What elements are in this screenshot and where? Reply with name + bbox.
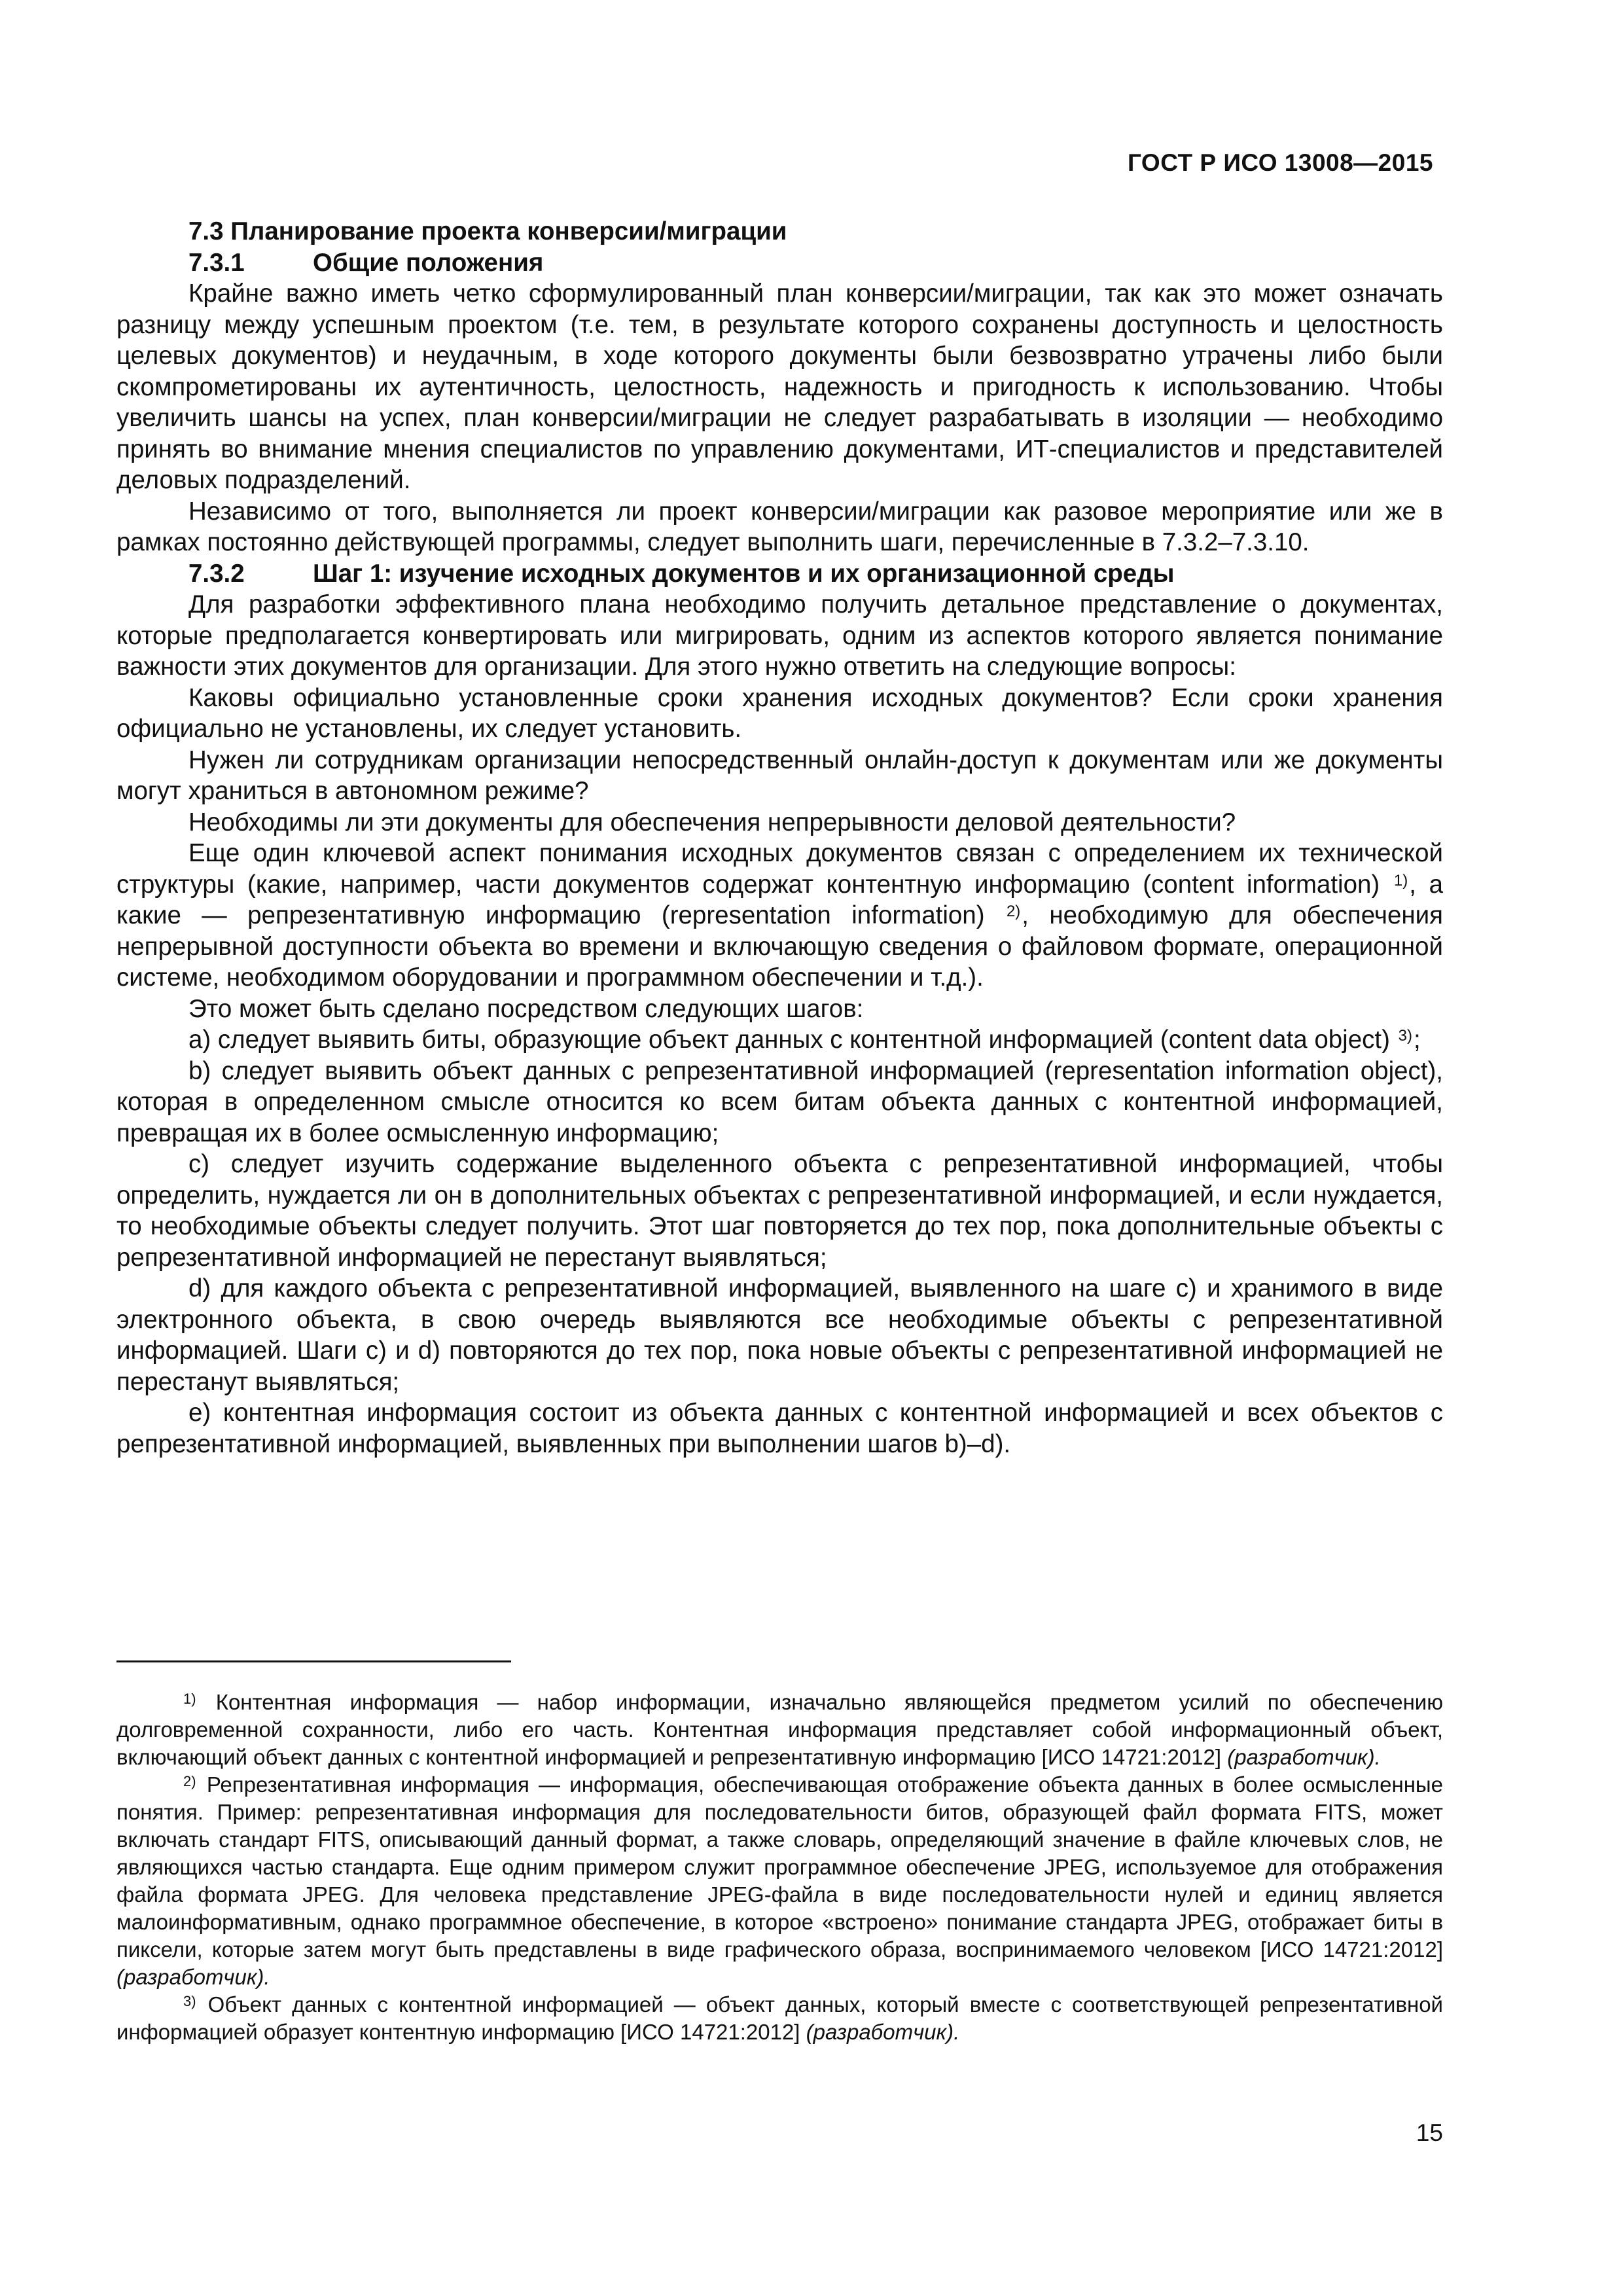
question-paragraph: Необходимы ли эти документы для обеспечения непрерывности деловой деятельности? [188,808,1236,836]
footnote-text: Репрезентативная информация — информация, обеспечивающая отображение объекта данных в более осмысленные понятия. Пример: репрезентативная информация для последовательности битов, образующей файл формата FITS, может включать стандарт FITS, описывающий данный формат, а также словарь, определяющий значение в файле ключевых слов, не являющихся частью стандарта. Еще одним примером служит программное обеспечение JPEG, используемое для отображения файла формата JPEG. Для человека представление JPEG-файла в виде последовательности нулей и единиц является малоинформативным, однако программное обеспечение, в которое «встроено» понимание стандарта JPEG, отображает биты в пиксели, которые затем могут быть представлены в виде графического образа, воспринимаемого человеком [ИСО 14721:2012] [116,1772,1444,1962]
step-text: а) следует выявить биты, образующие объект данных с контентной информацией (content data object) [188,1026,1390,1054]
footnote-separator [116,1660,511,1662]
main-content [116,216,1443,1460]
footnote-text: Контентная информация — набор информации, изначально являющейся предметом усилий по обеспечению долговременной сохранности, либо его часть. Контентная информация представляет собой информационный объект, включающий объект данных с контентной информацией и репрезентативную информацию [ИСО 14721:2012] [116,1690,1443,1769]
text-segment: , необходимую для обеспечения непрерывной доступности объекта во времени и включающую сведения о файловом формате, операционной системе, необходимом оборудовании и программном обеспечении и т.д.). [116,901,1443,992]
footnote-mark: 3) [183,1993,196,2009]
footnote-source: (разработчик). [116,1965,270,1989]
step-item: е) контентная информация состоит из объекта данных с контентной информацией и всех объектов с репрезентативной информацией, выявленных при выполнении шагов b)–d). [116,1399,1443,1458]
paragraph: Независимо от того, выполняется ли проект конверсии/миграции как разовое мероприятие или же в рамках постоянно действующей программы, следует выполнить шаги, перечисленные в 7.3.2–7.3.10. [116,497,1443,556]
footnote-ref-1: 1) [1393,871,1408,889]
question-paragraph: Нужен ли сотрудникам организации непосредственный онлайн-доступ к документам или же документы могут храниться в автономном режиме? [116,745,1443,805]
subsection-heading-2 [116,558,1443,590]
subsection-title: Общие положения [313,248,544,277]
document-header: ГОСТ Р ИСО 13008—2015 [1127,149,1433,176]
footnote [116,1689,1443,1771]
step-item: b) следует выявить объект данных с репрезентативной информацией (representation information object), которая в определенном смысле относится ко всем битам объекта данных с контентной информацией, превращая их в более осмысленную информацию; [116,1056,1443,1147]
paragraph: Крайне важно иметь четко сформулированный план конверсии/миграции, так как это может означать разницу между успешным проектом (т.е. тем, в результате которого сохранены доступность и целостность целевых документов) и неудачным, в ходе которого документы были безвозвратно утрачены либо были скомпрометированы их аутентичность, целостность, надежность и пригодность к использованию. Чтобы увеличить шансы на успех, план конверсии/миграции не следует разрабатывать в изоляции — необходимо принять во внимание мнения специалистов по управлению документами, ИТ-специалистов и представителей деловых подразделений. [116,279,1443,494]
footnote-source: (разработчик). [1227,1745,1381,1769]
footnotes [116,1689,1443,2046]
footnote [116,1771,1443,1991]
section-heading [116,216,1443,247]
question-paragraph: Каковы официально установленные сроки хранения исходных документов? Если сроки хранения официально не установлены, их следует установить. [116,683,1443,743]
footnote-source: (разработчик). [806,2020,960,2044]
subsection-heading-1 [116,247,1443,279]
footnote-mark: 1) [183,1691,196,1707]
footnote-ref-2: 2) [1006,903,1021,920]
subsection-number: 7.3.2 [188,559,245,588]
steps-intro: Это может быть сделано посредством следующих шагов: [188,994,864,1023]
paragraph: Для разработки эффективного плана необходимо получить детальное представление о документах, которые предполагается конвертировать или мигрировать, одним из аспектов которого является понимание важности этих документов для организации. Для этого нужно ответить на следующие вопросы: [116,590,1443,681]
step-end: ; [1413,1026,1421,1054]
footnote-mark: 2) [183,1773,196,1789]
footnote-ref-3: 3) [1398,1027,1412,1045]
section-title: Планирование проекта конверсии/миграции [230,217,787,245]
step-item: с) следует изучить содержание выделенного объекта с репрезентативной информацией, чтобы определить, нуждается ли он в дополнительных объектах с репрезентативной информацией, и если нуждается, то необходимые объекты следует получить. Этот шаг повторяется до тех пор, пока дополнительные объекты с репрезентативной информацией не перестанут выявляться; [116,1150,1443,1272]
text-segment: , а какие — репрезентативную информацию (representation information) [116,870,1443,929]
section-number: 7.3 [188,217,224,245]
aspect-paragraph [116,838,1443,994]
page-number: 15 [1416,2119,1443,2146]
text-segment: Еще один ключевой аспект понимания исходных документов связан с определением их технической структуры (какие, например, части документов содержат контентную информацию (content information) [116,839,1443,899]
subsection-title: Шаг 1: изучение исходных документов и их организационной среды [313,559,1175,588]
subsection-number: 7.3.1 [188,248,245,277]
step-item [116,1024,1443,1056]
footnote [116,1991,1443,2046]
step-item: d) для каждого объекта с репрезентативной информацией, выявленного на шаге с) и хранимого в виде электронного объекта, в свою очередь выявляются все необходимые объекты с репрезентативной информацией. Шаги с) и d) повторяются до тех пор, пока новые объекты с репрезентативной информацией не перестанут выявляться; [116,1274,1443,1396]
footnote-text: Объект данных с контентной информацией — объект данных, который вместе с соответствующей репрезентативной информацией образует контентную информацию [ИСО 14721:2012] [116,1992,1443,2044]
